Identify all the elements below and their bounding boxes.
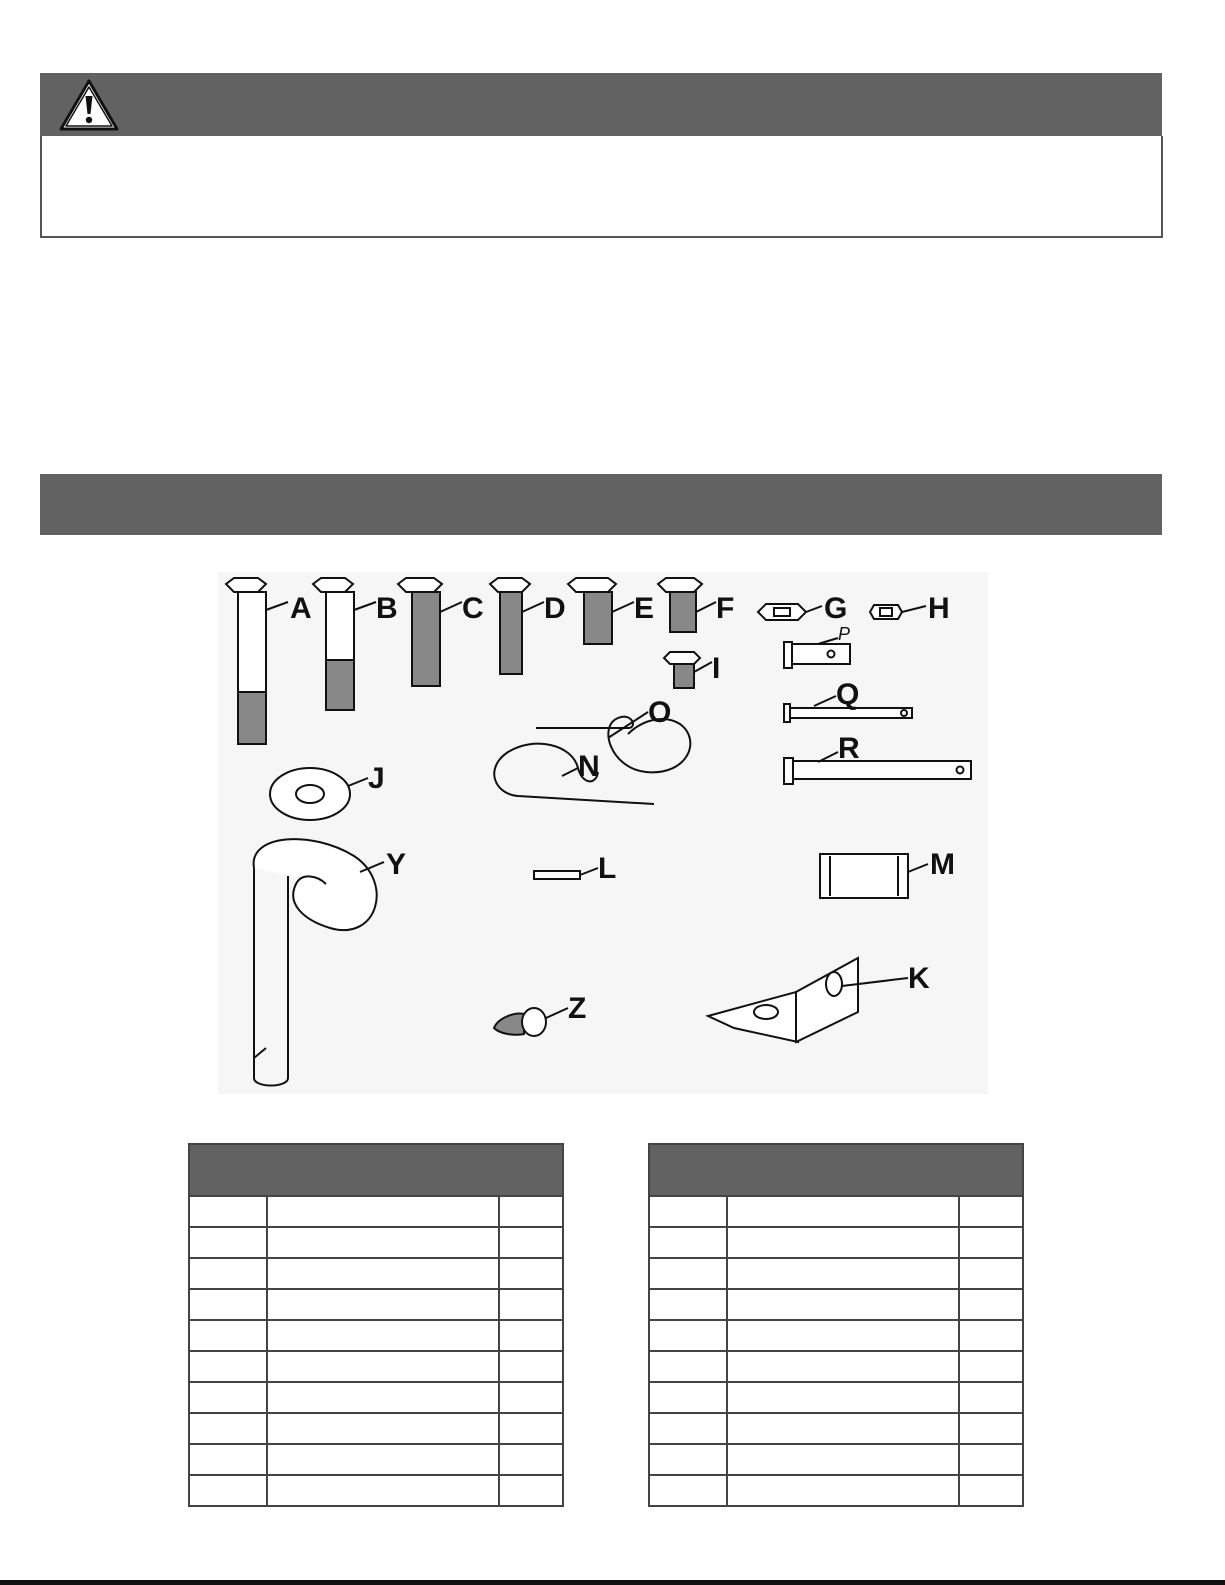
nut-h-icon [870, 605, 902, 619]
pin-l-icon [534, 871, 580, 879]
table-row [649, 1289, 1023, 1320]
table-row [649, 1382, 1023, 1413]
table-cell [189, 1289, 267, 1320]
table-cell [649, 1289, 727, 1320]
washer-j-icon [270, 768, 350, 820]
table-row [649, 1196, 1023, 1227]
hook-y-icon [254, 839, 377, 1085]
table-cell [189, 1351, 267, 1382]
table-cell [267, 1351, 499, 1382]
bolt-c-icon [398, 578, 442, 686]
table-cell [499, 1196, 563, 1227]
table-cell [727, 1413, 959, 1444]
table-row [189, 1320, 563, 1351]
table-cell [649, 1382, 727, 1413]
bracket-k-icon [708, 958, 858, 1042]
bolt-a-icon [226, 578, 266, 744]
part-label-c: C [462, 592, 484, 625]
table-cell [727, 1475, 959, 1506]
table-cell [959, 1413, 1023, 1444]
bolt-i-icon [664, 652, 700, 688]
table-cell [189, 1444, 267, 1475]
pin-p-icon [784, 642, 850, 668]
table-cell [499, 1258, 563, 1289]
table-cell [727, 1444, 959, 1475]
table-cell [267, 1444, 499, 1475]
table-cell [267, 1413, 499, 1444]
part-label-o: O [648, 696, 672, 729]
table-cell [649, 1413, 727, 1444]
table-cell [959, 1196, 1023, 1227]
table-cell [727, 1196, 959, 1227]
bolt-d-icon [490, 578, 530, 674]
table-cell [649, 1320, 727, 1351]
table-cell [189, 1227, 267, 1258]
table-cell [959, 1444, 1023, 1475]
table-cell [189, 1196, 267, 1227]
part-label-e: E [634, 592, 655, 625]
table-cell [499, 1382, 563, 1413]
table-cell [959, 1382, 1023, 1413]
bolt-e-icon [568, 578, 616, 644]
table-cell [959, 1475, 1023, 1506]
part-label-l: L [598, 852, 617, 885]
table-cell [649, 1351, 727, 1382]
table-cell [499, 1320, 563, 1351]
nut-g-icon [758, 604, 806, 620]
part-label-q: Q [836, 678, 860, 711]
table-cell [267, 1196, 499, 1227]
hardware-section-header [40, 474, 1162, 535]
table-row [189, 1258, 563, 1289]
part-label-g: G [824, 592, 848, 625]
table-cell [959, 1289, 1023, 1320]
part-label-f: F [716, 592, 735, 625]
table-cell [499, 1227, 563, 1258]
part-label-n: N [578, 750, 600, 783]
table-row [189, 1196, 563, 1227]
bolt-f-icon [658, 578, 702, 632]
table-cell [649, 1444, 727, 1475]
table-row [189, 1351, 563, 1382]
table-cell [649, 1227, 727, 1258]
table-cell [189, 1258, 267, 1289]
table-cell [189, 1320, 267, 1351]
table-cell [499, 1289, 563, 1320]
clip-n-icon [494, 744, 654, 804]
table-row [189, 1475, 563, 1506]
pin-r-icon [784, 758, 971, 784]
part-label-a: A [290, 592, 312, 625]
table-cell [189, 1413, 267, 1444]
table-header-row [649, 1144, 1023, 1196]
part-label-y: Y [386, 848, 407, 881]
table-cell [727, 1320, 959, 1351]
warning-body-box [40, 136, 1163, 238]
table-cell [649, 1258, 727, 1289]
part-label-i: I [712, 652, 721, 685]
table-cell [267, 1382, 499, 1413]
table-cell [727, 1258, 959, 1289]
table-cell [649, 1196, 727, 1227]
table-cell [189, 1475, 267, 1506]
table-row [189, 1444, 563, 1475]
table-row [649, 1475, 1023, 1506]
table-row [189, 1227, 563, 1258]
part-label-z: Z [568, 992, 587, 1025]
parts-table-right [648, 1143, 1024, 1507]
bottom-rule [0, 1580, 1225, 1585]
table-cell [727, 1382, 959, 1413]
part-label-k: K [908, 962, 930, 995]
part-label-m: M [930, 848, 955, 881]
table-cell [727, 1351, 959, 1382]
table-row [189, 1382, 563, 1413]
table-cell [189, 1382, 267, 1413]
table-cell [959, 1320, 1023, 1351]
table-cell [727, 1289, 959, 1320]
table-row [189, 1289, 563, 1320]
table-cell [267, 1320, 499, 1351]
table-cell [499, 1475, 563, 1506]
screw-z-icon [494, 1008, 546, 1036]
part-label-p: P [838, 624, 851, 644]
sleeve-m-icon [820, 854, 908, 898]
bolt-b-icon [313, 578, 354, 710]
table-cell [649, 1475, 727, 1506]
table-cell [267, 1227, 499, 1258]
table-cell [499, 1413, 563, 1444]
table-cell [499, 1351, 563, 1382]
parts-table-left [188, 1143, 564, 1507]
table-cell [959, 1227, 1023, 1258]
table-row [649, 1258, 1023, 1289]
table-cell [499, 1444, 563, 1475]
part-label-d: D [544, 592, 566, 625]
part-label-r: R [838, 732, 860, 765]
part-label-b: B [376, 592, 398, 625]
table-row [189, 1413, 563, 1444]
table-cell [267, 1289, 499, 1320]
hardware-parts-diagram [218, 572, 988, 1094]
table-header-row [189, 1144, 563, 1196]
table-row [649, 1444, 1023, 1475]
table-row [649, 1351, 1023, 1382]
table-cell [959, 1258, 1023, 1289]
table-cell [959, 1351, 1023, 1382]
table-header [649, 1144, 1023, 1196]
table-row [649, 1227, 1023, 1258]
table-cell [267, 1258, 499, 1289]
table-header [189, 1144, 563, 1196]
table-row [649, 1413, 1023, 1444]
table-cell [267, 1475, 499, 1506]
warning-header-bar [40, 73, 1162, 136]
part-label-j: J [368, 762, 385, 795]
part-label-h: H [928, 592, 950, 625]
table-row [649, 1320, 1023, 1351]
table-cell [727, 1227, 959, 1258]
warning-triangle-icon [58, 78, 120, 132]
